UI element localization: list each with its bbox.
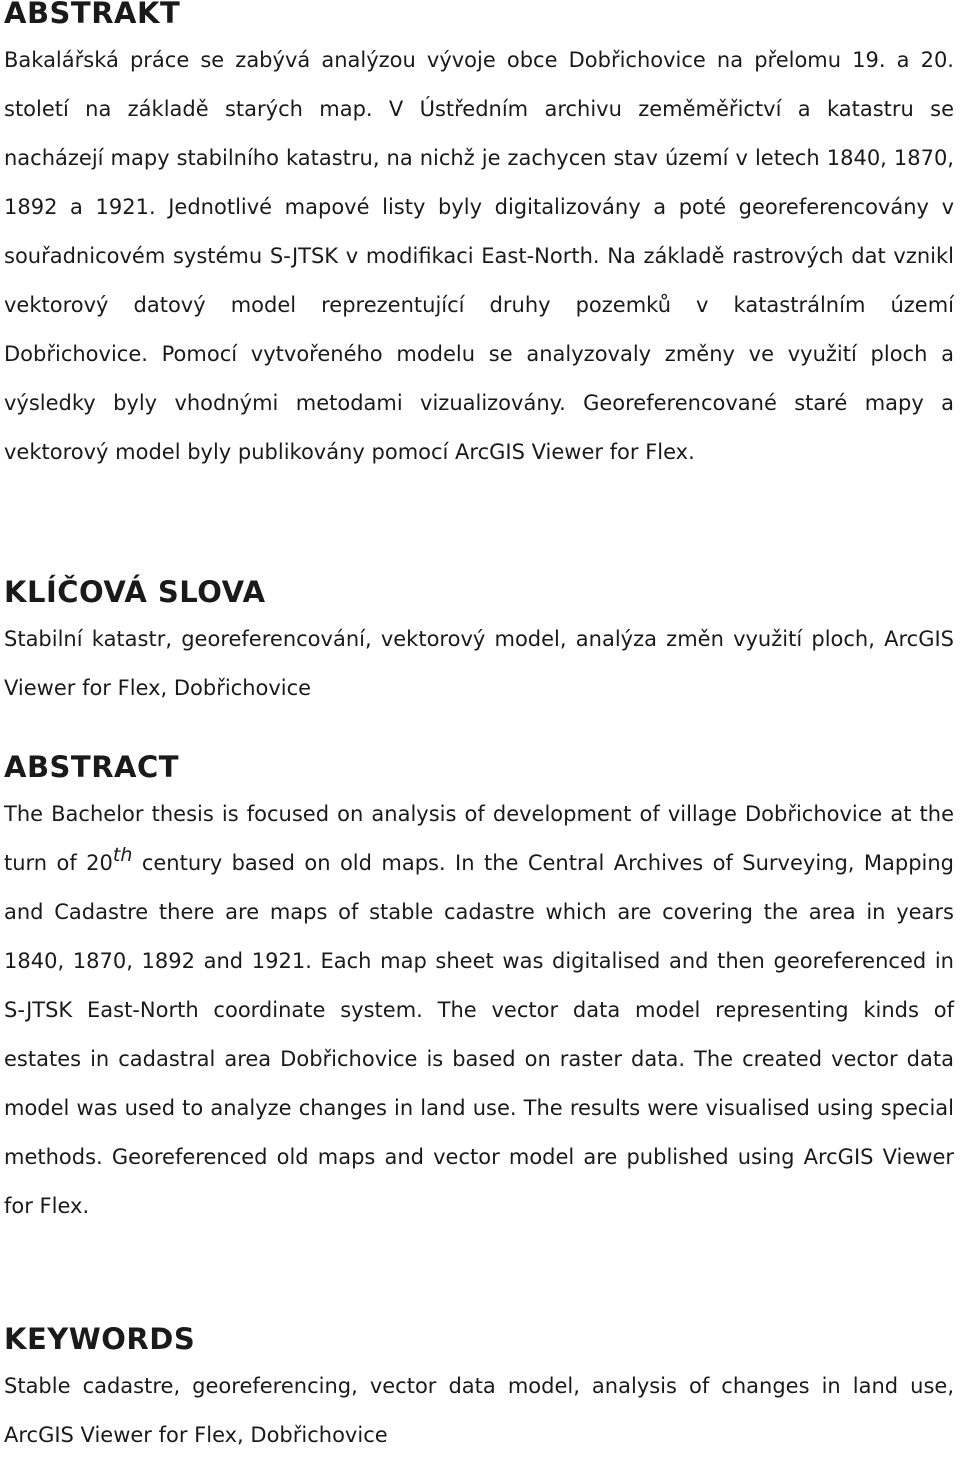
abstract-paragraph: [4, 790, 954, 1231]
klicova-slova-paragraph: Stabilní katastr, georeferencování, vektorový model, analýza změn využití ploch, ArcGIS Viewer for Flex, Dobřichovice: [4, 627, 954, 700]
abstract-text-part-1: The Bachelor thesis is focused on analysis of development of village Dobřichovice at the turn of 20: [4, 802, 954, 875]
ordinal-superscript: th: [112, 844, 133, 866]
abstrakt-heading: ABSTRAKT: [4, 0, 181, 30]
keywords-section: [4, 1322, 954, 1460]
abstract-section: [4, 750, 954, 1231]
klicova-slova-section: [4, 575, 954, 713]
klicova-slova-heading: KLÍČOVÁ SLOVA: [4, 575, 266, 609]
abstrakt-section: [4, 0, 954, 477]
keywords-paragraph: Stable cadastre, georeferencing, vector data model, analysis of changes in land use, ArcGIS Viewer for Flex, Dobřichovice: [4, 1374, 954, 1447]
keywords-heading: KEYWORDS: [4, 1322, 196, 1356]
abstract-heading: ABSTRACT: [4, 750, 180, 784]
abstract-text-part-2: century based on old maps. In the Central Archives of Surveying, Mapping and Cadastre there are maps of stable cadastre which are covering the area in years 1840, 1870, 1892 and 1921. Each map sheet was digitalised and then georeferenced in S-JTSK East-North coordinate system. The vector data model representing kinds of estates in cadastral area Dobřichovice is based on raster data. The created vector data model was used to analyze changes in land use. The results were visualised using special methods. Georeferenced old maps and vector model are published using ArcGIS Viewer for Flex.: [4, 851, 955, 1218]
abstrakt-paragraph: Bakalářská práce se zabývá analýzou vývoje obce Dobřichovice na přelomu 19. a 20. století na základě starých map. V Ústředním archivu zeměměřictví a katastru se nacházejí mapy stabilního katastru, na nichž je zachycen stav území v letech 1840, 1870, 1892 a 1921. Jednotlivé mapové listy byly digitalizovány a poté georeferencovány v souřadnicovém systému S-JTSK v modifikaci East-North. Na základě rastrových dat vznikl vektorový datový model reprezentující druhy pozemků v katastrálním území Dobřichovice. Pomocí vytvořeného modelu se analyzovaly změny ve využití ploch a výsledky byly vhodnými metodami vizualizovány. Georeferencované staré mapy a vektorový model byly publikovány pomocí ArcGIS Viewer for Flex.: [4, 48, 954, 464]
